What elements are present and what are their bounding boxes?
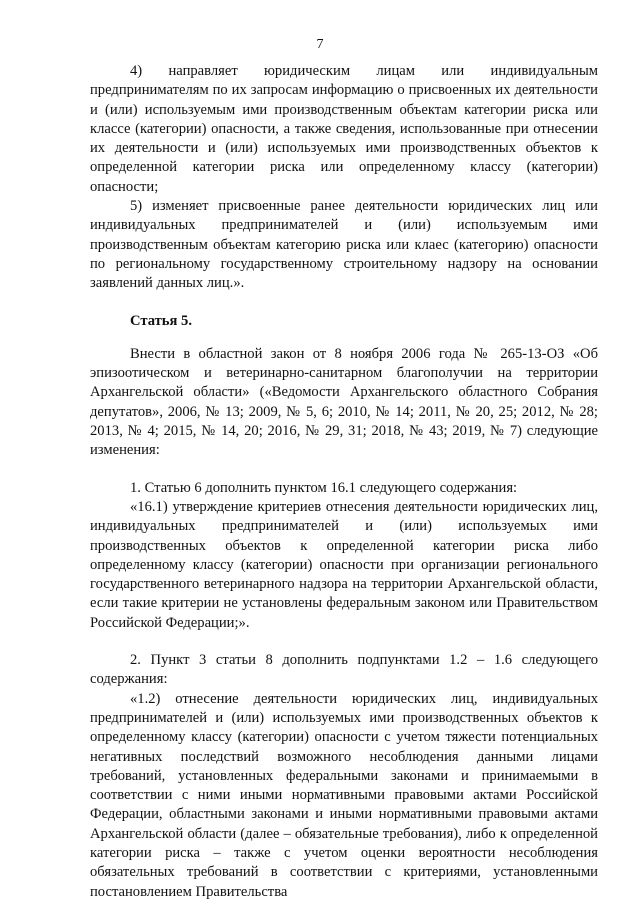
paragraph-item-5: 5) изменяет присвоенные ранее деятельности юридических лиц или индивидуальных предпринимателей и (или) используемым ими производственным объектам категорию риска или клаес (категорию) опасности по региональному государственному строительному надзору на основании заявлений данных лиц.».: [90, 198, 598, 292]
article-heading: Статья 5.: [130, 312, 192, 329]
item-1-lead: 1. Статью 6 дополнить пунктом 16.1 следующего содержания:: [130, 479, 518, 496]
paragraph-item-4: 4) направляет юридическим лицам или индивидуальным предпринимателям по их запросам информацию о присвоенных их деятельности и (или) используемым ими производственным объектам категории риска или классе (категории) опасности, а также сведения, использованные при отнесении их деятельности и (или) используемых ими производственных объектов к определенной категории риска или определенному классу (категории) опасности;: [90, 63, 598, 195]
spacer: [90, 461, 598, 479]
item-2-lead: 2. Пункт 3 статьи 8 дополнить подпунктами 1.2 – 1.6 следующего содержания:: [90, 652, 598, 688]
document-body: [90, 62, 598, 902]
item-2-text: «1.2) отнесение деятельности юридических лиц, индивидуальных предпринимателей и (или) используемых ими производственных объектов к определенному классу (категории) опасности с учетом тяжести потенциальных негативных последствий возможного несоблюдения данными лицами требований, установленных федеральными законами и принимаемыми в соответствии с ними иными нормативными правовыми актами Российской Федерации, областными законами и иными нормативными правовыми актами Архангельской области (далее – обязательные требования), либо к определенной категории риска – также с учетом оценки вероятности несоблюдения обязательных требований в соответствии с критериями, установленными постановлением Правительства: [90, 690, 598, 900]
spacer: [90, 294, 598, 312]
item-1-text: «16.1) утверждение критериев отнесения деятельности юридических лиц, индивидуальных предпринимателей и (или) используемых ими производственных объектов к определенной категории риска либо определенному классу (категории) опасности при организации регионального государственного ветеринарного надзора на территории Архангельской области, если такие критерии не установлены федеральным законом или Правительством Российской Федерации;».: [90, 498, 598, 631]
spacer: [90, 633, 598, 651]
page-number: 7: [316, 37, 324, 52]
article-intro: Внести в областной закон от 8 ноября 2006 года № 265-13-ОЗ «Об эпизоотическом и ветеринарно-санитарном благополучии на территории Архангельской области» («Ведомости Архангельского областного Собрания депутатов», 2006, № 13; 2009, № 5, 6; 2010, № 14; 2011, № 20, 25; 2012, № 28; 2013, № 4; 2015, № 14, 20; 2016, № 29, 31; 2018, № 43; 2019, № 7) следующие изменения:: [90, 345, 598, 459]
spacer: [90, 331, 598, 345]
